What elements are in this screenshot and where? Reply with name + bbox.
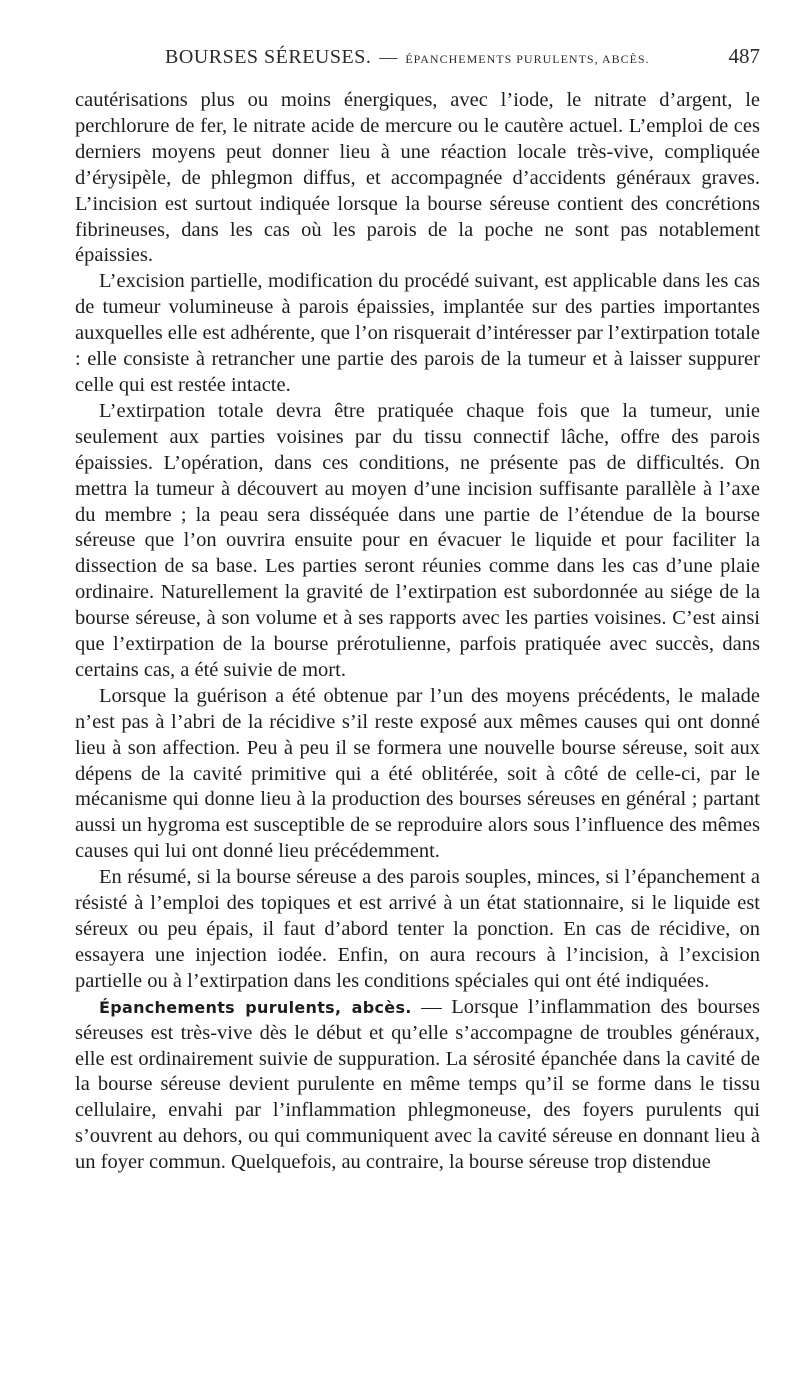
header-separator: — — [379, 47, 398, 67]
body-text — [75, 88, 760, 1176]
section-paragraph — [75, 995, 760, 1176]
paragraph: Lorsque la guérison a été obtenue par l’un des moyens précédents, le malade n’est pas à l’abri de la récidive s’il reste exposé aux mêmes causes qui ont donné lieu à son affection. Peu à peu il se formera une nouvelle bourse séreuse, soit aux dépens de la cavité primitive qui a été oblitérée, soit à côté de celle-ci, par le mécanisme qui donne lieu à la production des bourses séreuses en général ; partant aussi un hygroma est susceptible de se reproduire alors sous l’influence des mêmes causes qui lui ont donné lieu précédemment. — [75, 684, 760, 863]
running-header — [75, 44, 760, 88]
paragraph: cautérisations plus ou moins énergiques, avec l’iode, le nitrate d’argent, le perchlorure de fer, le nitrate acide de mercure ou le cautère actuel. L’emploi de ces derniers moyens peut donner lieu à une réaction locale très-vive, compliquée d’érysipèle, de phlegmon diffus, et accompagnée d’accidents généraux graves. L’incision est surtout indiquée lorsque la bourse séreuse contient des concrétions fibrineuses, dans les cas où les parois de la poche ne sont pas notablement épaissies. — [75, 89, 760, 267]
running-title: BOURSES SÉREUSES. — [165, 46, 372, 68]
page-number: 487 — [728, 44, 760, 68]
paragraph: En résumé, si la bourse séreuse a des parois souples, minces, si l’épanchement a résisté à l’emploi des topiques et est arrivé à un état stationnaire, si le liquide est séreux ou peu épais, il faut d’abord tenter la ponction. En cas de récidive, on essayera une injection iodée. Enfin, on aura recours à l’incision, à l’excision partielle ou à l’extirpation dans les conditions spéciales qui ont été indiquées. — [75, 866, 760, 992]
section-text: Lorsque l’inflammation des bourses séreuses est très-vive dès le début et qu’elle s’accompagne de troubles généraux, elle est ordinairement suivie de suppuration. La sérosité épanchée dans la cavité de la bourse séreuse devient purulente en même temps qu’il se forme dans le tissu cellulaire, envahi par l’inflammation phlegmoneuse, des foyers purulents qui s’ouvrent au dehors, ou qui communiquent avec la cavité séreuse en donnant lieu à un foyer commun. Quelquefois, au contraire, la bourse séreuse trop distendue — [75, 995, 760, 1174]
paragraph: L’excision partielle, modification du procédé suivant, est applicable dans les cas de tumeur volumineuse à parois épaissies, implantée sur des parties importantes auxquelles elle est adhérente, que l’on risquerait d’intéresser par l’extirpation totale : elle consiste à retrancher une partie des parois de la tumeur et à laisser suppurer celle qui est restée intacte. — [75, 270, 760, 396]
section-dash: — — [421, 995, 442, 1018]
running-subtitle: ÉPANCHEMENTS PURULENTS, ABCÈS. — [405, 52, 650, 66]
section-heading: Épanchements purulents, abcès. — [99, 997, 412, 1017]
paragraph: L’extirpation totale devra être pratiquée chaque fois que la tumeur, unie seulement aux parties voisines par du tissu connectif lâche, offre des parois épaissies. L’opération, dans ces conditions, ne présente pas de difficultés. On mettra la tumeur à découvert au moyen d’une incision suffisante parallèle à l’axe du membre ; la peau sera disséquée dans une partie de l’étendue de la bourse séreuse que l’on ouvrira ensuite pour en évacuer le liquide et pour faciliter la dissection de sa base. Les parties seront réunies comme dans les cas d’une plaie ordinaire. Naturellement la gravité de l’extirpation est subordonnée au siége de la bourse séreuse, à son volume et à ses rapports avec les parties voisines. C’est ainsi que l’extirpation de la bourse prérotulienne, parfois pratiquée avec succès, dans certains cas, a été suivie de mort. — [75, 399, 760, 681]
